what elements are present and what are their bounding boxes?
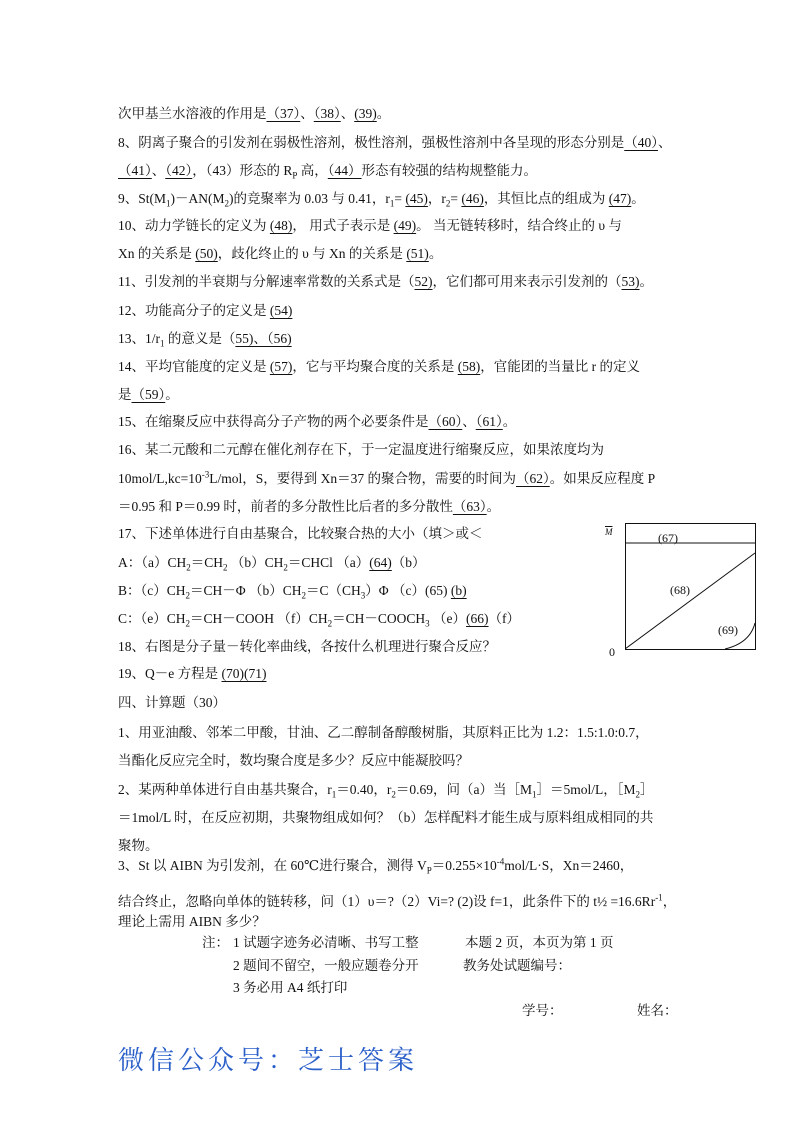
text-segment: 。: [502, 414, 517, 429]
text-segment: 四、计算题（30）: [118, 695, 226, 710]
text-segment: 2: [445, 198, 451, 209]
text-segment: 。: [165, 387, 179, 402]
text-segment: B：（c）CH: [118, 583, 186, 598]
text-segment: ，: [662, 894, 677, 909]
text-line: [118, 162, 537, 180]
text-segment: =: [450, 191, 462, 206]
text-segment: 理论上需用 AIBN 多少？: [118, 914, 266, 929]
text-segment: ＝CH－COOCH: [332, 611, 426, 626]
answer-blank: (39): [354, 106, 377, 121]
text-segment: 1: [389, 198, 395, 209]
text-segment: P: [292, 170, 298, 181]
text-line: [118, 105, 390, 123]
text-segment: 2: [224, 198, 230, 209]
text-segment: 、: [658, 135, 672, 150]
text-segment: 19、Q－e 方程是: [118, 666, 222, 681]
text-segment: 2: [223, 562, 228, 573]
name-field: 姓名：: [637, 1003, 678, 1018]
text-segment: -3: [201, 469, 210, 480]
note-1: 1 试题字迹务必清晰、书写工整: [233, 935, 419, 950]
text-line: [118, 386, 179, 404]
text-segment: 、: [462, 414, 476, 429]
text-line: [118, 134, 672, 152]
text-segment: 13、1/r: [118, 331, 160, 346]
student-id-field: 学号：: [522, 1003, 563, 1018]
text-line: [118, 809, 653, 827]
text-segment: ，r: [427, 191, 446, 206]
text-segment: 1: [160, 338, 165, 349]
origin-label: 0: [609, 645, 615, 659]
text-line: [118, 857, 633, 875]
exam-code: 教务处试题编号：: [463, 958, 571, 973]
note-2: 2 题间不留空，一般应题卷分开: [233, 958, 419, 973]
text-segment: ＝0.95 和 P＝0.99 时，前者的多分散性比后者的多分散性: [118, 499, 453, 514]
text-segment: 15、在缩聚反应中获得高分子产物的两个必要条件是: [118, 414, 429, 429]
text-segment: 2: [635, 789, 641, 800]
text-segment: )的竞聚率为 0.03 与 0.41，r: [229, 191, 390, 206]
text-line: [118, 893, 676, 911]
page-info: 本题 2 页，本页为第 1 页: [465, 935, 614, 950]
answer-blank: （63）: [452, 499, 487, 514]
answer-blank: (58): [457, 359, 481, 374]
text-line: [118, 837, 159, 855]
text-segment: ，它们都可用来表示引发剂的（: [432, 274, 622, 289]
text-segment: 9、St(M: [118, 191, 167, 206]
answer-blank: (45): [405, 191, 428, 206]
text-line: [118, 190, 645, 208]
answer-blank: 53): [621, 274, 640, 289]
text-segment: 12、功能高分子的定义是: [118, 303, 270, 318]
answer-blank: (54): [269, 303, 293, 318]
text-segment: 3: [360, 590, 366, 601]
label-68: (68): [670, 583, 690, 597]
text-segment: -1: [655, 892, 663, 903]
notes-label: 注：: [202, 935, 229, 950]
watermark: 微信公众号：芝士答案: [118, 1046, 419, 1076]
note-3: 3 务必用 A4 纸打印: [233, 980, 348, 995]
text-line: [118, 724, 649, 742]
label-69: (69): [718, 623, 738, 637]
answer-blank: (48): [269, 218, 293, 233]
text-line: [118, 694, 226, 712]
text-segment: ＝CH－Φ （b）CH: [190, 583, 302, 598]
answer-blank: （40）: [624, 135, 658, 150]
text-line: [118, 665, 267, 683]
text-segment: 、: [340, 106, 355, 121]
answer-blank: (71): [244, 666, 267, 681]
answer-blank: (47): [608, 191, 632, 206]
answer-blank: (70): [221, 666, 244, 681]
text-line: [118, 638, 496, 656]
text-segment: 3、St 以 AIBN 为引发剂，在 60℃进行聚合，测得 V: [118, 858, 427, 873]
text-line: [118, 498, 500, 516]
text-segment: ＝C（CH: [306, 583, 361, 598]
text-segment: 2: [327, 618, 333, 629]
text-segment: 2: [186, 562, 191, 573]
answer-blank: (57): [269, 359, 293, 374]
text-segment: ＝CHCl （a）: [287, 555, 370, 570]
text-line: [118, 913, 266, 931]
text-segment: 18、右图是分子量－转化率曲线，各按什么机理进行聚合反应？: [118, 639, 496, 654]
text-segment: ，其恒比点的组成为: [483, 191, 609, 206]
text-line: [118, 610, 520, 628]
text-segment: ＝CH－COOH （f）CH: [190, 611, 328, 626]
text-segment: 2: [301, 590, 307, 601]
text-segment: ＝0.40，r: [336, 782, 392, 797]
text-segment: 形态有较强的结构规整能力。: [361, 163, 538, 178]
text-line: [118, 413, 516, 431]
text-line: [118, 358, 640, 376]
text-segment: 1: [166, 198, 171, 209]
text-segment: 2、某两种单体进行自由基共聚合，r: [118, 782, 332, 797]
text-segment: （e）: [429, 611, 467, 626]
text-segment: 2: [283, 562, 288, 573]
text-segment: ＝0.69，问（a）当［M: [395, 782, 532, 797]
text-segment: 、: [300, 106, 314, 121]
answer-blank: （44）: [327, 163, 362, 178]
label-67: (67): [658, 531, 678, 545]
text-segment: 14、平均官能度的定义是: [118, 359, 270, 374]
answer-blank: （61）: [475, 414, 503, 429]
text-segment: -4: [496, 856, 505, 867]
text-segment: 3: [425, 618, 430, 629]
text-line: [118, 582, 467, 600]
text-segment: 、: [151, 163, 166, 178]
text-segment: C：（e）CH: [118, 611, 186, 626]
answer-blank: (50): [195, 246, 218, 261]
text-segment: 聚物。: [118, 838, 159, 853]
text-segment: ， 用式子表示是: [292, 218, 394, 233]
text-segment: 1: [532, 789, 537, 800]
text-segment: 的意义是（: [164, 331, 236, 346]
text-line: [118, 217, 622, 235]
text-segment: ＝CH: [190, 555, 224, 570]
y-axis-label: $\overline{M}$: [605, 527, 613, 537]
text-line: [118, 470, 655, 488]
text-segment: 1、用亚油酸、邻苯二甲酸，甘油、乙二醇制备醇酸树脂，其原料正比为 1.2：1.5:1.0:0.7，: [118, 725, 649, 740]
text-line: [118, 554, 426, 572]
text-segment: )－AN(M: [170, 191, 225, 206]
text-segment: ，（43）形态的 R: [192, 163, 293, 178]
text-line: [118, 781, 654, 799]
text-segment: 结合终止，忽略向单体的链转移，问（1）υ＝?（2）Vi=? (2)设 f=1，此条件下的 t½ =16.6Rr: [118, 894, 656, 909]
text-segment: 10、动力学链长的定义为: [118, 218, 270, 233]
text-line: [118, 525, 483, 543]
text-segment: 16、某二元酸和二元醇在催化剂存在下，于一定温度进行缩聚反应，如果浓度均为: [118, 442, 604, 457]
text-segment: 1: [331, 789, 337, 800]
text-segment: ，歧化终止的 υ 与 Xn 的关系是: [217, 246, 407, 261]
answer-blank: （59）: [131, 387, 166, 402]
answer-blank: (49): [393, 218, 417, 233]
text-segment: 。 当无链转移时，结合终止的 υ 与: [416, 218, 622, 233]
text-segment: 当酯化反应完全时，数均聚合度是多少？反应中能凝胶吗？: [118, 753, 469, 768]
text-segment: 。如果反应程度 P: [549, 471, 656, 486]
text-line: [118, 273, 653, 291]
text-line: [118, 245, 442, 263]
answer-blank: （60）: [428, 414, 463, 429]
text-segment: 2: [185, 618, 190, 629]
text-segment: ＝1mol/L 时，在反应初期，共聚物组成如何？（b）怎样配料才能生成与原料组成相同的共: [118, 810, 654, 825]
answer-blank: （37）: [266, 106, 301, 121]
text-segment: （b）CH: [227, 555, 284, 570]
text-line: [118, 752, 469, 770]
text-segment: 10mol/L,kc=10: [118, 471, 202, 486]
answer-blank: 55)、（56): [235, 331, 292, 346]
text-segment: P: [426, 865, 432, 876]
text-segment: ，官能团的当量比 r 的定义: [480, 359, 640, 374]
text-segment: ］: [640, 782, 654, 797]
text-segment: Xn 的关系是: [118, 246, 196, 261]
answer-blank: （41）: [118, 163, 152, 178]
text-segment: ，它与平均聚合度的关系是: [292, 359, 458, 374]
answer-blank: (51): [406, 246, 429, 261]
text-segment: 8、阴离子聚合的引发剂在弱极性溶剂，极性溶剂，强极性溶剂中各呈现的形态分别是: [118, 135, 625, 150]
answer-blank: （42）: [165, 163, 193, 178]
text-segment: 。: [376, 106, 391, 121]
text-segment: A：（a）CH: [118, 555, 187, 570]
text-segment: 高，: [297, 163, 328, 178]
text-segment: ＝0.255×10: [431, 858, 497, 873]
text-segment: 次甲基兰水溶液的作用是: [118, 106, 267, 121]
text-segment: mol/L·S，Xn＝2460，: [504, 858, 634, 873]
text-segment: 是: [118, 387, 132, 402]
text-segment: 2: [185, 590, 190, 601]
text-segment: 。: [486, 499, 501, 514]
text-segment: 2: [391, 789, 396, 800]
answer-blank: (46): [461, 191, 484, 206]
text-segment: ］＝5mol/L，［M: [536, 782, 636, 797]
text-line: [118, 302, 292, 320]
text-line: [118, 330, 292, 348]
molecular-weight-conversion-figure: [625, 523, 755, 650]
answer-blank: (64): [369, 555, 392, 570]
text-segment: 。: [631, 191, 645, 206]
text-segment: 17、下述单体进行自由基聚合，比较聚合热的大小（填＞或＜: [118, 526, 483, 541]
text-segment: 。: [639, 274, 653, 289]
answer-blank: (b): [450, 583, 467, 598]
answer-blank: （38）: [313, 106, 341, 121]
text-line: [118, 441, 604, 459]
text-segment: 。: [428, 246, 443, 261]
answer-blank: (66): [466, 611, 489, 626]
text-segment: L/mol，S，要得到 Xn＝37 的聚合物，需要的时间为: [209, 471, 516, 486]
text-segment: （b）: [391, 555, 426, 570]
answer-blank: 52): [414, 274, 433, 289]
text-segment: （f）: [488, 611, 521, 626]
text-segment: 11、引发剂的半衰期与分解速率常数的关系式是（: [118, 274, 415, 289]
text-segment: =: [394, 191, 406, 206]
text-segment: ）Φ （c）(65): [365, 583, 451, 598]
answer-blank: （62）: [516, 471, 550, 486]
